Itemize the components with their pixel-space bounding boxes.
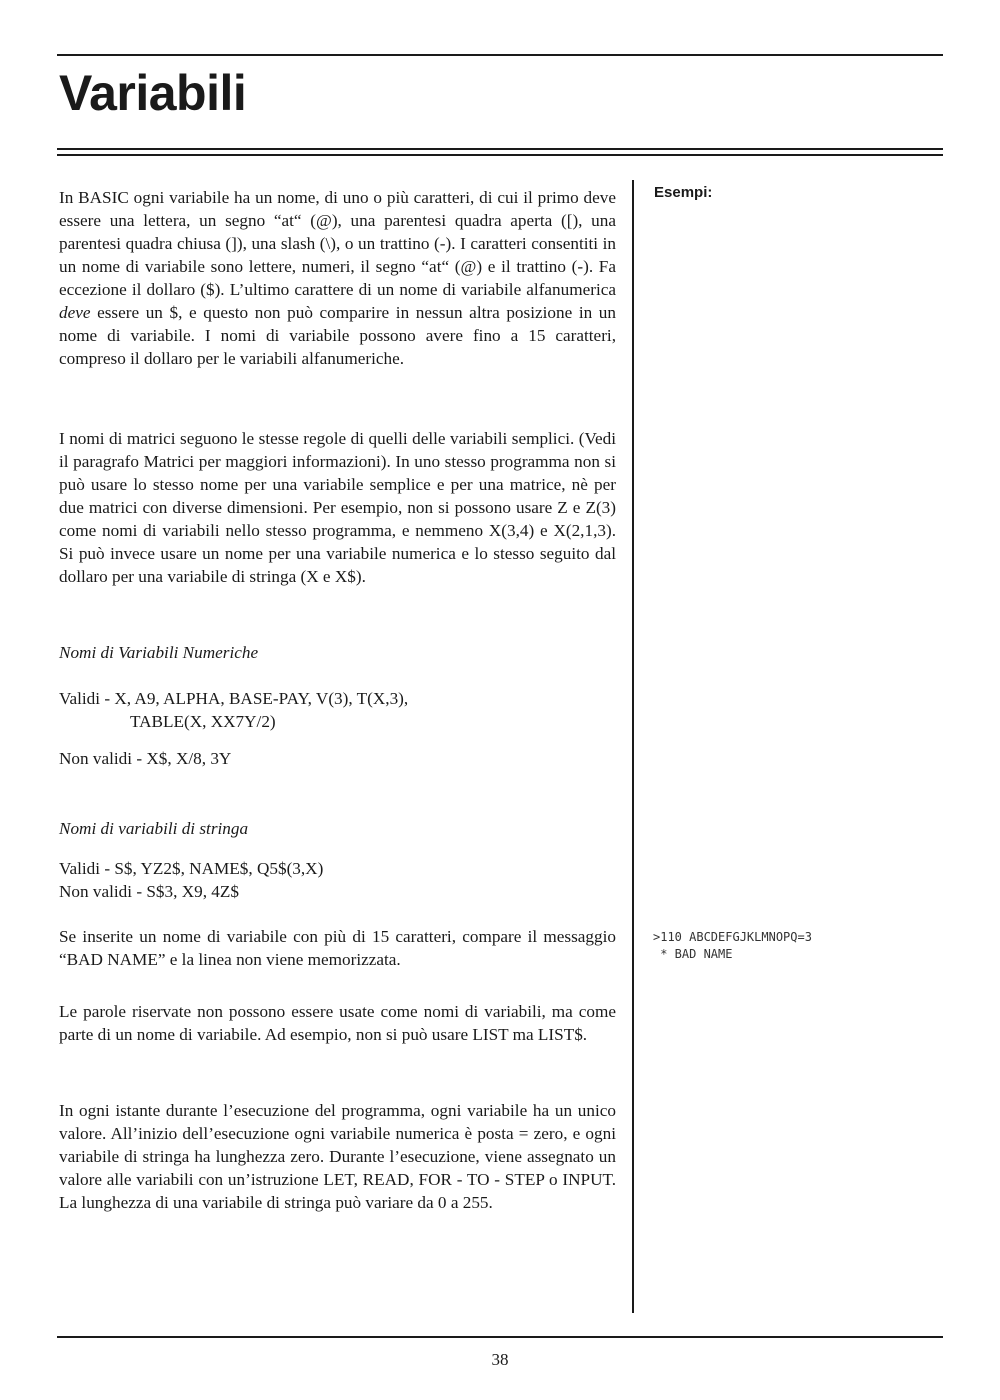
valid-line: Validi - X, A9, ALPHA, BASE-PAY, V(3), T(X,3), <box>59 689 409 708</box>
paragraph-text: I nomi di matrici seguono le stesse regole di quelli delle variabili semplici. (Vedi il paragrafo Matrici per maggiori informazioni). In uno stesso programma non si può usare lo stesso nome per una variabile semplice e per una matrice, nè per due matrici con diverse dimensioni. Per esempio, non si possono usare Z e Z(3) come nomi di variabili nello stesso programma, e nemmeno X(3,4) e X(2,1,3). Si può invece usare un nome per una variabile numerica e lo stesso seguito dal dollaro per una variabile di stringa (X e X$). <box>59 429 616 586</box>
title-double-rule-upper <box>57 148 943 150</box>
valid-line: Validi - S$, YZ2$, NAME$, Q5$(3,X) <box>59 859 324 878</box>
title-double-rule-lower <box>57 154 943 156</box>
paragraph-variable-names <box>59 186 616 370</box>
string-names-section <box>59 817 616 903</box>
code-line: * BAD NAME <box>653 947 733 961</box>
paragraph-reserved-words <box>59 1000 616 1046</box>
examples-label: Esempi: <box>654 184 713 201</box>
paragraph-matrix-names <box>59 427 616 588</box>
valid-line-continuation: TABLE(X, XX7Y/2) <box>130 712 276 731</box>
code-line: >110 ABCDEFGJKLMNOPQ=3 <box>653 930 812 944</box>
invalid-line: Non validi - X$, X/8, 3Y <box>59 749 232 768</box>
paragraph-text: In BASIC ogni variabile ha un nome, di uno o più caratteri, di cui il primo deve essere una lettera, un segno “at“ (@), una parentesi quadra aperta ([), una parentesi quadra chiusa (]), una slash (\), o un trattino (-). I caratteri consentiti in un nome di variabile sono lettere, numeri, il segno “at“ (@) e il trattino (-). Fa eccezione il dollaro ($). L’ultimo carattere di un nome di variabile alfanumerica <box>59 188 616 299</box>
intro-text <box>59 186 616 370</box>
bottom-rule <box>57 1336 943 1338</box>
paragraph-bad-name <box>59 925 616 971</box>
paragraph-text: essere un $, e questo non può comparire in nessun altra posizione in un nome di variabile. I nomi di variabile possono avere fino a 15 caratteri, compreso il dollaro per le variabili alfanumeriche. <box>59 303 616 368</box>
page-number: 38 <box>491 1350 509 1369</box>
section-heading: Nomi di variabili di stringa <box>59 819 249 838</box>
page-title: Variabili <box>59 65 247 121</box>
paragraph-text: Se inserite un nome di variabile con più di 15 caratteri, compare il messaggio “BAD NAME” e la linea non viene memorizzata. <box>59 927 616 969</box>
paragraph-text: In ogni istante durante l’esecuzione del programma, ogni variabile ha un unico valore. All’inizio dell’esecuzione ogni variabile numerica è posta = zero, e ogni variabile di stringa ha lunghezza zero. Durante l’esecuzione, viene assegnato un valore alle variabili con un’istruzione LET, READ, FOR - TO - STEP o INPUT. La lunghezza di una variabile di stringa può variare da 0 a 255. <box>59 1101 616 1212</box>
section-heading: Nomi di Variabili Numeriche <box>59 643 259 662</box>
column-divider <box>632 180 634 1313</box>
emphasis-text: deve <box>59 303 91 322</box>
paragraph-runtime-values <box>59 1099 616 1214</box>
numeric-names-section <box>59 641 616 770</box>
invalid-line: Non validi - S$3, X9, 4Z$ <box>59 882 239 901</box>
code-example <box>653 929 812 963</box>
paragraph-text: Le parole riservate non possono essere usate come nomi di variabili, ma come parte di un nome di variabile. Ad esempio, non si può usare LIST ma LIST$. <box>59 1002 616 1044</box>
top-rule <box>57 54 943 56</box>
